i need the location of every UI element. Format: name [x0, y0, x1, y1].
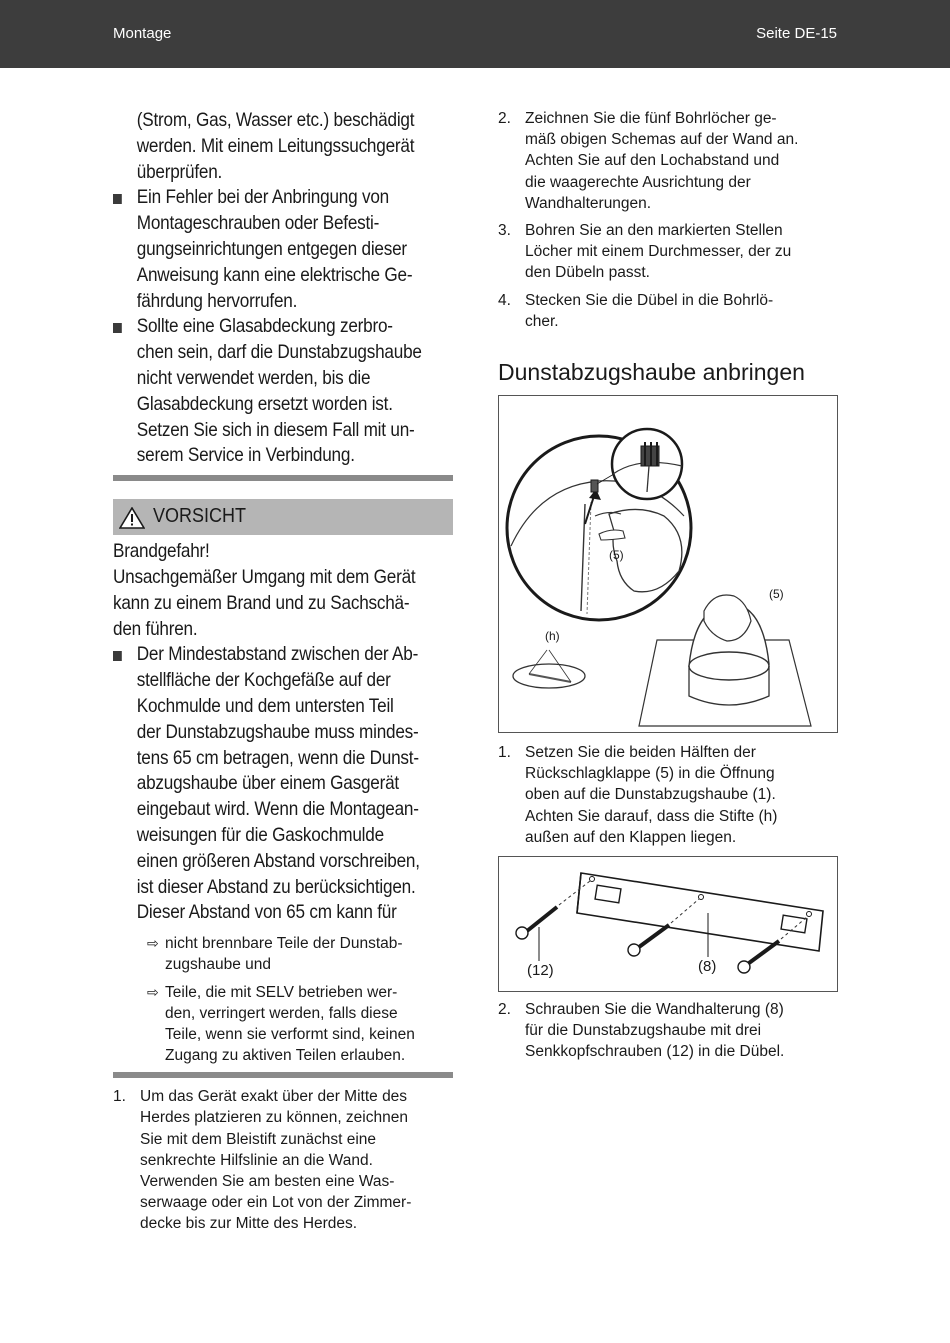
- bullet-square-icon: [113, 323, 122, 333]
- label-8: (8): [698, 958, 717, 976]
- step-item: [498, 999, 838, 1063]
- sub-list-item: [113, 982, 453, 1066]
- text-line: weisungen für die Gaskochmulde: [136, 823, 384, 846]
- text-line: den Dübeln passt.: [525, 264, 650, 282]
- text-line: Teile, die mit SELV betrieben wer-: [165, 984, 398, 1002]
- step-item: [498, 290, 838, 332]
- step-item: [113, 1086, 453, 1234]
- label-5-right: (5): [769, 587, 784, 602]
- text-line: den führen.: [113, 617, 198, 640]
- bullet-square-icon: [113, 194, 122, 204]
- bullet-item: [113, 642, 453, 926]
- text-line: senkrechte Hilfslinie an die Wand.: [140, 1151, 373, 1169]
- text-line: werden. Mit einem Leitungssuchgerät: [136, 134, 415, 157]
- text-line: Wandhalterungen.: [525, 194, 652, 212]
- divider: [113, 1072, 453, 1078]
- text-line: nicht brennbare Teile der Dunstab-: [165, 935, 403, 953]
- label-12: (12): [527, 962, 554, 980]
- text-line: gungseinrichtungen entgegen dieser: [136, 237, 407, 260]
- text-line: decke bis zur Mitte des Herdes.: [140, 1215, 358, 1233]
- figure-wall-bracket: [498, 856, 838, 992]
- non-return-valve-illustration: [499, 396, 837, 732]
- step-item: [498, 220, 838, 284]
- text-line: oben auf die Dunstabzugshaube (1).: [525, 786, 776, 804]
- figure-non-return-valve: [498, 395, 838, 733]
- text-line: Brandgefahr!: [113, 540, 210, 563]
- text-line: Um das Gerät exakt über der Mitte des: [140, 1088, 408, 1106]
- step-number: 1.: [113, 1088, 126, 1106]
- step-number: 4.: [498, 291, 511, 309]
- text-line: Zeichnen Sie die fünf Bohrlöcher ge-: [525, 110, 777, 127]
- text-line: Sollte eine Glasabdeckung zerbro-: [136, 315, 393, 338]
- bullet-square-icon: [113, 651, 122, 661]
- text-line: kann zu einem Brand und zu Sachschä-: [113, 591, 410, 614]
- step-item: [498, 108, 838, 214]
- text-line: einen größeren Abstand vorschreiben,: [136, 849, 420, 872]
- text-line: Dieser Abstand von 65 cm kann für: [136, 901, 397, 924]
- text-line: Schrauben Sie die Wandhalterung (8): [525, 1001, 784, 1019]
- caution-text: [113, 539, 453, 642]
- bullet-item: [113, 314, 453, 469]
- right-column: [498, 108, 838, 1063]
- text-line: Teile, wenn sie verformt sind, keinen: [165, 1026, 415, 1044]
- text-line: die waagerechte Ausrichtung der: [525, 173, 751, 191]
- text-line: der Dunstabzugshaube muss mindes-: [136, 720, 419, 743]
- label-5-upper: (5): [609, 548, 624, 563]
- section-title: Montage: [113, 25, 172, 42]
- page-header: [0, 0, 950, 68]
- text-line: überprüfen.: [136, 160, 223, 183]
- text-line: cher.: [525, 312, 559, 330]
- text-line: fährdung hervorrufen.: [136, 289, 298, 312]
- sub-list-item: [113, 933, 453, 975]
- text-line: Verwenden Sie am besten eine Was-: [140, 1172, 395, 1190]
- label-h: (h): [545, 629, 560, 644]
- arrow-right-icon: ⇨: [147, 984, 159, 1001]
- bullet-item: [113, 185, 453, 314]
- text-line: Montageschrauben oder Befesti-: [136, 212, 380, 235]
- text-line: Senkkopfschrauben (12) in die Dübel.: [525, 1043, 785, 1061]
- text-line: abzugshaube über einem Gasgerät: [136, 772, 399, 795]
- step-number: 3.: [498, 222, 511, 240]
- step-number: 2.: [498, 1001, 511, 1019]
- text-line: Kochmulde und dem untersten Teil: [136, 694, 394, 717]
- text-line: außen auf den Klappen liegen.: [525, 828, 737, 846]
- section-heading: Dunstabzugshaube anbringen: [498, 359, 805, 386]
- text-line: serem Service in Verbindung.: [136, 444, 355, 467]
- text-line: Der Mindestabstand zwischen der Ab-: [136, 643, 419, 666]
- text-line: Bohren Sie an den markierten Stellen: [525, 222, 783, 240]
- text-line: Setzen Sie die beiden Hälften der: [525, 744, 756, 762]
- text-line: für die Dunstabzugshaube mit drei: [525, 1022, 762, 1040]
- caution-banner: [113, 499, 453, 535]
- text-line: tens 65 cm betragen, wenn die Dunst-: [136, 746, 419, 769]
- page-number: Seite DE-15: [756, 25, 837, 42]
- text-line: Stecken Sie die Dübel in die Bohrlö-: [525, 291, 774, 309]
- left-column: [113, 108, 453, 1235]
- step-number: 2.: [498, 110, 511, 127]
- text-line: Anweisung kann eine elektrische Ge-: [136, 263, 413, 286]
- text-line: zugshaube und: [165, 956, 272, 974]
- text-line: Rückschlagklappe (5) in die Öffnung: [525, 765, 775, 783]
- text-line: Unsachgemäßer Umgang mit dem Gerät: [113, 565, 416, 588]
- text-line: nicht verwendet werden, bis die: [136, 366, 371, 389]
- text-line: Setzen Sie sich in diesem Fall mit un-: [136, 418, 415, 441]
- text-line: (Strom, Gas, Wasser etc.) beschädigt: [136, 109, 415, 131]
- continued-paragraph: [113, 108, 453, 185]
- arrow-right-icon: ⇨: [147, 935, 159, 952]
- text-line: Glasabdeckung ersetzt worden ist.: [136, 392, 393, 415]
- text-line: serwaage oder ein Lot von der Zimmer-: [140, 1194, 412, 1212]
- text-line: mäß obigen Schemas auf der Wand an.: [525, 131, 799, 149]
- caution-label: VORSICHT: [153, 505, 247, 528]
- divider: [113, 475, 453, 481]
- text-line: den, verringert werden, falls diese: [165, 1005, 398, 1023]
- text-line: Achten Sie darauf, dass die Stifte (h): [525, 807, 778, 825]
- text-line: ist dieser Abstand zu berücksichtigen.: [136, 875, 416, 898]
- step-item: [498, 742, 838, 848]
- text-line: Herdes platzieren zu können, zeichnen: [140, 1109, 408, 1127]
- text-line: Zugang zu aktiven Teilen erlauben.: [165, 1047, 406, 1065]
- text-line: eingebaut wird. Wenn die Montagean-: [136, 798, 419, 821]
- text-line: Ein Fehler bei der Anbringung von: [136, 186, 389, 209]
- step-number: 1.: [498, 744, 511, 762]
- text-line: Achten Sie auf den Lochabstand und: [525, 152, 780, 170]
- text-line: chen sein, darf die Dunstabzugshaube: [136, 341, 422, 364]
- text-line: Sie mit dem Bleistift zunächst eine: [140, 1130, 377, 1148]
- text-line: stellfläche der Kochgefäße auf der: [136, 669, 391, 692]
- warning-triangle-icon: [119, 507, 145, 529]
- text-line: Löcher mit einem Durchmesser, der zu: [525, 243, 792, 261]
